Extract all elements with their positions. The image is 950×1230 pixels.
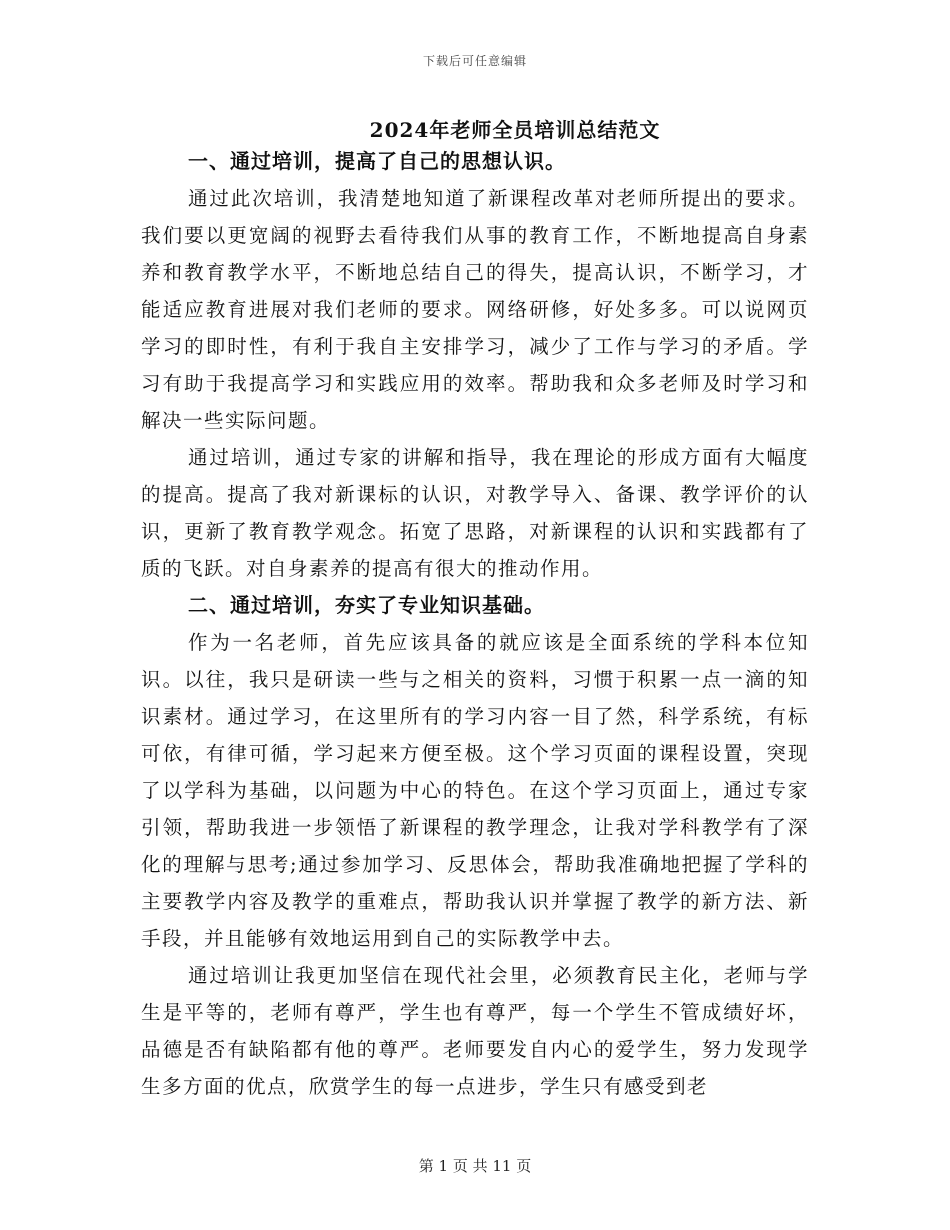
- section-heading-2: 二、通过培训，夯实了专业知识基础。: [188, 593, 545, 617]
- section-1-paragraph-2: 通过培训，通过专家的讲解和指导，我在理论的形成方面有大幅度的提高。提高了我对新课标的认识，对教学导入、备课、教学评价的认识，更新了教育教学观念。拓宽了思路，对新课程的认识和实践都有了质的飞跃。对自身素养的提高有很大的推动作用。: [141, 446, 809, 580]
- page-header: 下载后可任意编辑: [422, 54, 527, 68]
- page-footer: 第 1 页 共 11 页: [418, 1157, 532, 1175]
- document-body: [141, 143, 809, 1105]
- section-1-paragraph-1: 通过此次培训，我清楚地知道了新课程改革对老师所提出的要求。我们要以更宽阔的视野去看待我们从事的教育工作，不断地提高自身素养和教育教学水平，不断地总结自己的得失，提高认识，不断学习，才能适应教育进展对我们老师的要求。网络研修，好处多多。可以说网页学习的即时性，有利于我自主安排学习，减少了工作与学习的矛盾。学习有助于我提高学习和实践应用的效率。帮助我和众多老师及时学习和解决一些实际问题。: [141, 187, 809, 432]
- section-heading-1: 一、通过培训，提高了自己的思想认识。: [188, 149, 566, 173]
- document-title: 2024年老师全员培训总结范文: [369, 118, 661, 142]
- section-2-paragraph-1: 作为一名老师，首先应该具备的就应该是全面系统的学科本位知识。以往，我只是研读一些与之相关的资料，习惯于积累一点一滴的知识素材。通过学习，在这里所有的学习内容一目了然，科学系统，有标可依，有律可循，学习起来方便至极。这个学习页面的课程设置，突现了以学科为基础，以问题为中心的特色。在这个学习页面上，通过专家引领，帮助我进一步领悟了新课程的教学理念，让我对学科教学有了深化的理解与思考;通过参加学习、反思体会，帮助我准确地把握了学科的主要教学内容及教学的重难点，帮助我认识并掌握了教学的新方法、新手段，并且能够有效地运用到自己的实际教学中去。: [141, 631, 809, 950]
- section-2-paragraph-2: 通过培训让我更加坚信在现代社会里，必须教育民主化，老师与学生是平等的，老师有尊严，学生也有尊严，每一个学生不管成绩好坏，品德是否有缺陷都有他的尊严。老师要发自内心的爱学生，努力发现学生多方面的优点，欣赏学生的每一点进步，学生只有感受到老: [141, 964, 809, 1098]
